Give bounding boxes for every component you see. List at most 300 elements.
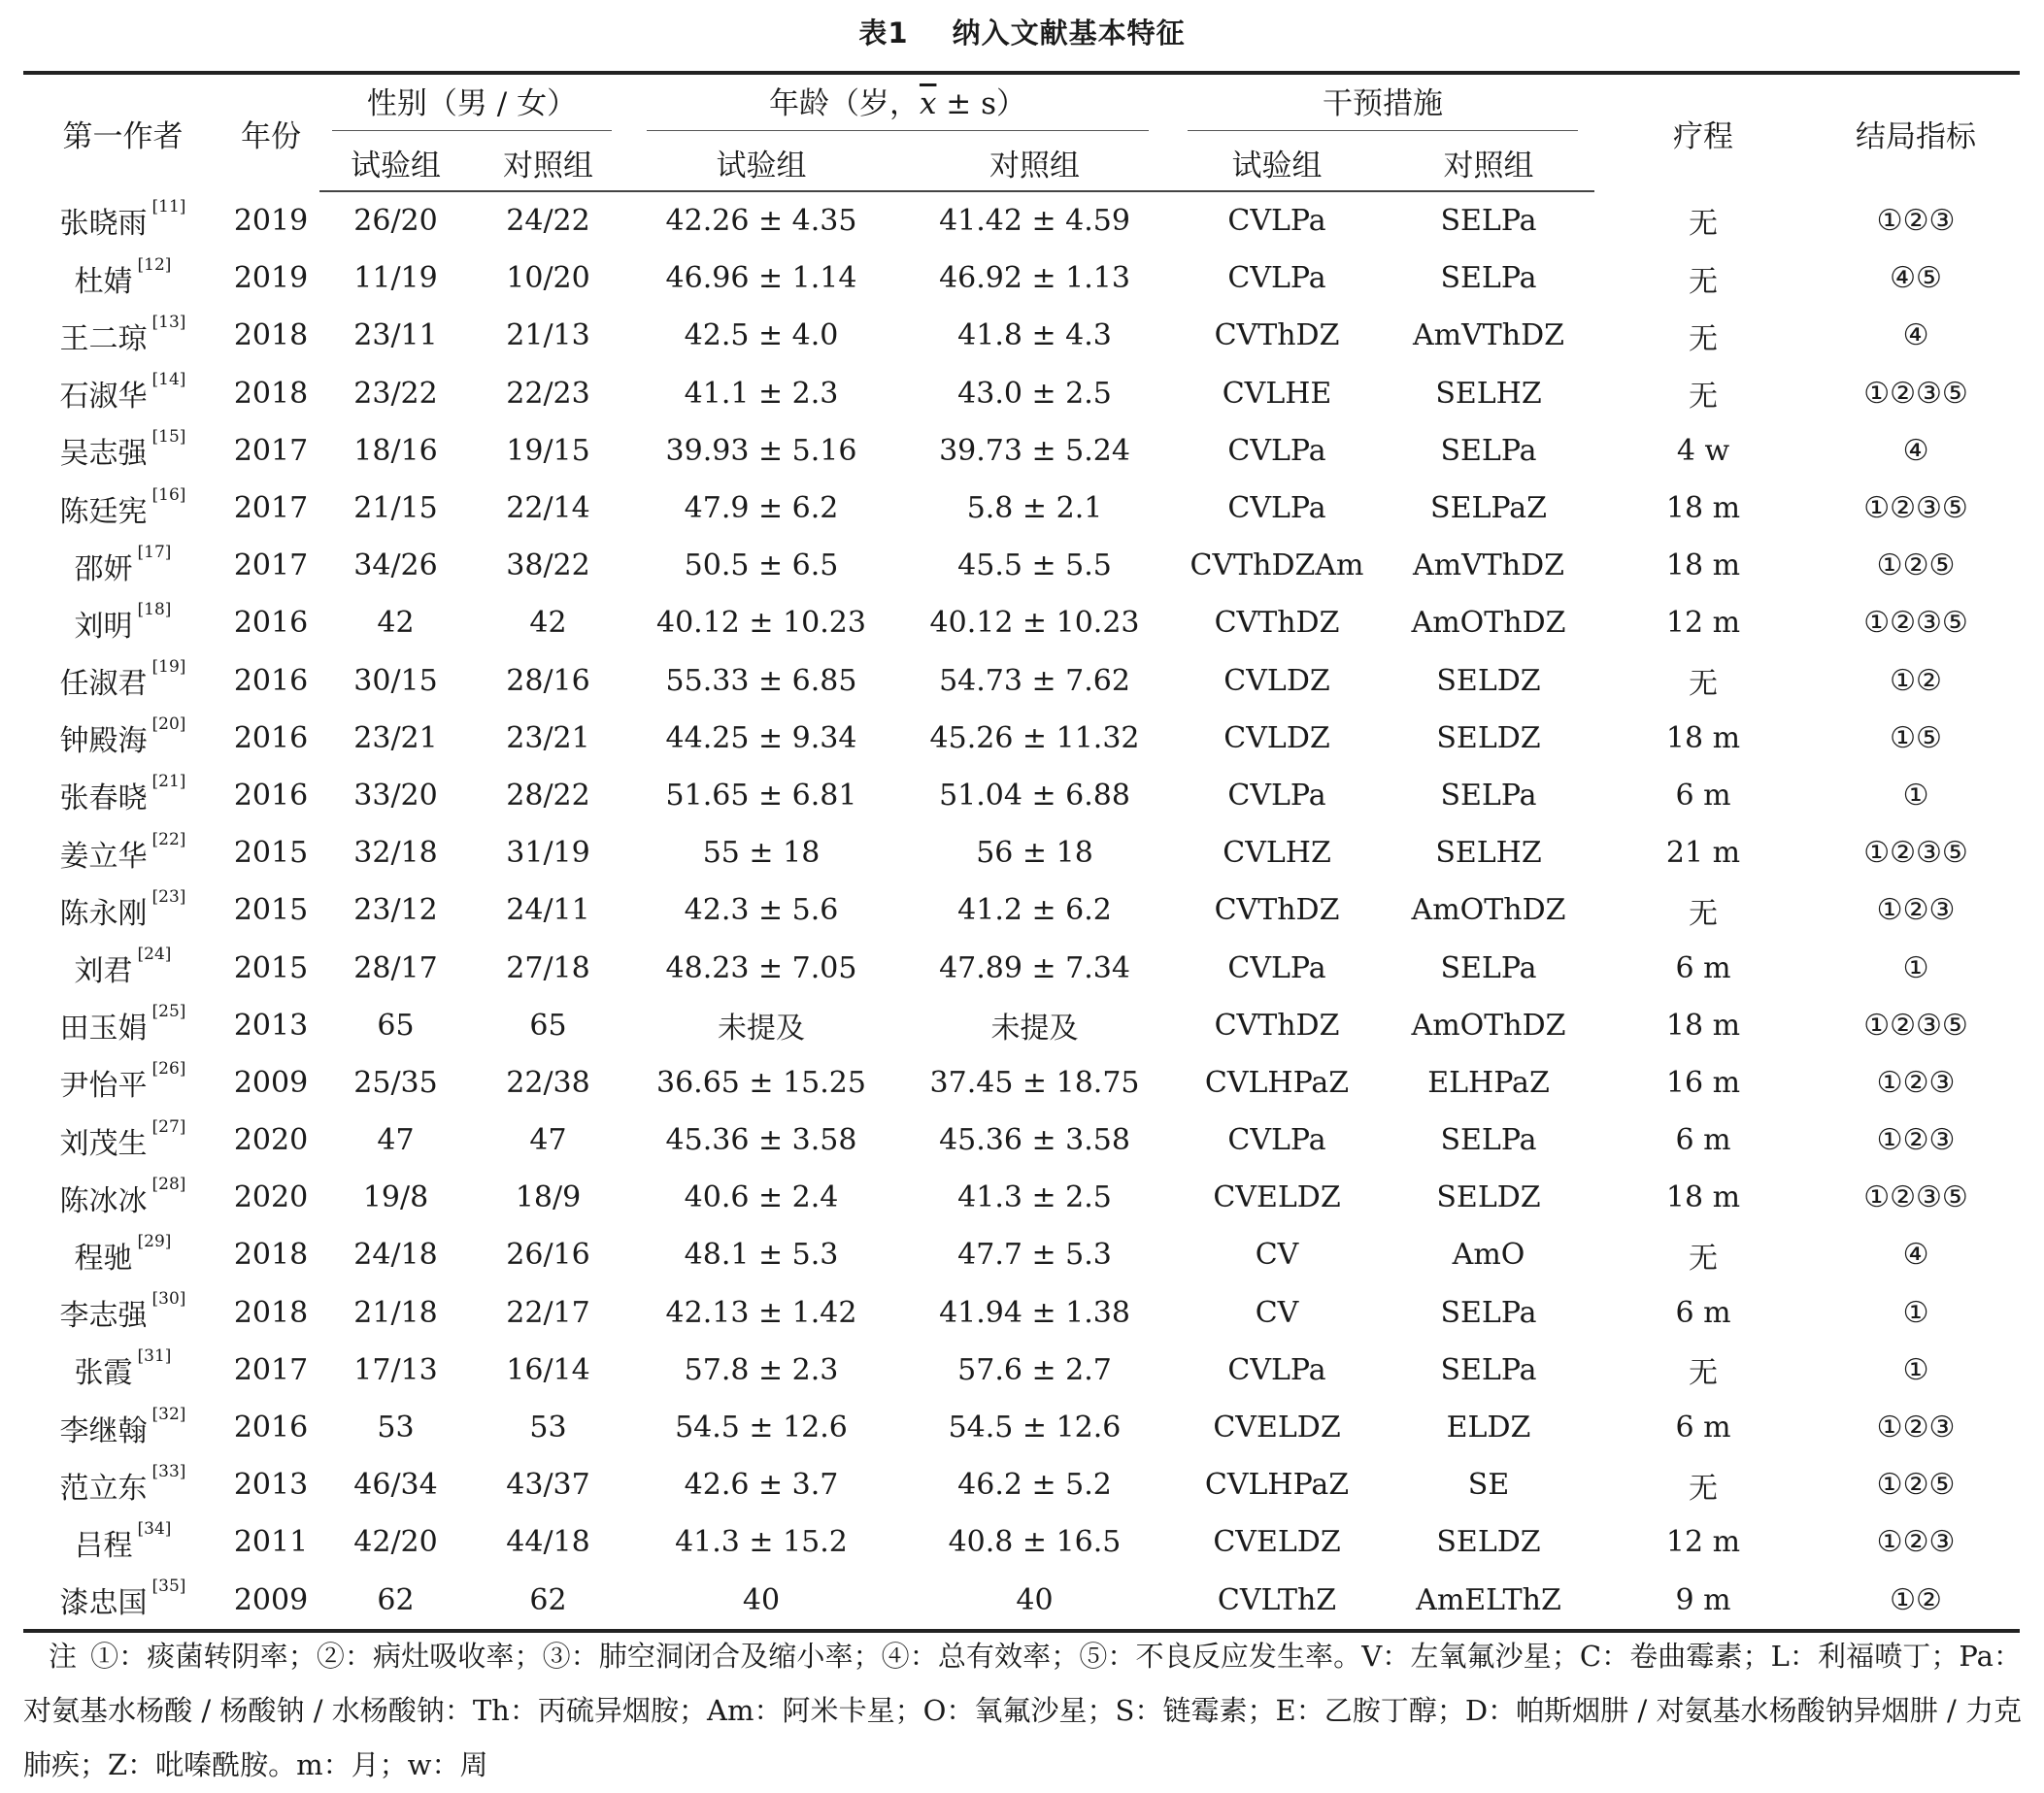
cell-year: 2015	[233, 950, 309, 985]
cell-int-ctl: SELHZ	[1435, 836, 1542, 871]
cell-age-ctl: 37.45 ± 18.75	[929, 1065, 1140, 1100]
cell-age-ctl: 46.92 ± 1.13	[939, 261, 1130, 296]
header-int-ctl: 对照组	[1383, 135, 1594, 191]
table-number: 表1	[858, 17, 909, 50]
reference-number: [27]	[151, 1116, 186, 1137]
author-name: 姜立华	[59, 839, 148, 874]
cell-int-ctl: ELHPaZ	[1427, 1065, 1550, 1100]
cell-int-exp: CVLHPaZ	[1204, 1468, 1350, 1503]
cell-age-ctl: 47.7 ± 5.3	[957, 1238, 1112, 1273]
author-name: 漆忠国	[59, 1586, 148, 1621]
cell-sex-ctl: 53	[529, 1411, 567, 1445]
cell-int-exp: CV	[1255, 1238, 1299, 1273]
cell-course: 无	[1689, 380, 1719, 415]
cell-sex-exp: 11/19	[353, 261, 438, 296]
cell-sex-ctl: 44/18	[506, 1525, 590, 1560]
author-name: 尹怡平	[59, 1069, 148, 1104]
cell-age-exp: 41.1 ± 2.3	[684, 376, 839, 411]
author-name: 邵妍	[74, 551, 133, 586]
cell-int-exp: CVELDZ	[1213, 1525, 1341, 1560]
cell-age-ctl: 39.73 ± 5.24	[939, 433, 1130, 468]
cell-int-ctl: AmOThDZ	[1411, 606, 1566, 641]
reference-number: [26]	[151, 1059, 186, 1079]
cell-age-ctl: 43.0 ± 2.5	[957, 376, 1112, 411]
cell-sex-ctl: 42	[529, 606, 567, 641]
table-row	[23, 1342, 2020, 1399]
header-author: 第一作者	[23, 73, 222, 191]
cell-year: 2018	[233, 376, 309, 411]
cell-int-ctl: SELDZ	[1436, 1525, 1541, 1560]
cell-int-ctl: SELDZ	[1436, 720, 1541, 755]
cell-outcome: ①	[1902, 950, 1929, 985]
cell-age-exp: 44.25 ± 9.34	[665, 720, 857, 755]
author-name: 刘明	[74, 609, 133, 644]
table-row	[23, 422, 2020, 480]
cell-year: 2018	[233, 318, 309, 353]
author-name: 钟殿海	[59, 724, 148, 759]
cell-author	[23, 249, 222, 307]
cell-year: 2017	[233, 548, 309, 583]
cell-year: 2016	[233, 720, 309, 755]
cell-author	[23, 1054, 222, 1112]
cell-age-ctl: 54.73 ± 7.62	[939, 663, 1130, 698]
cell-int-exp: CVLPa	[1227, 950, 1326, 985]
table-body	[23, 191, 2020, 1631]
cell-sex-ctl: 65	[529, 1008, 567, 1043]
cell-sex-exp: 26/20	[353, 204, 438, 239]
cell-sex-exp: 28/17	[353, 950, 438, 985]
cell-sex-exp: 25/35	[353, 1065, 438, 1100]
cell-year: 2016	[233, 663, 309, 698]
cell-course: 6 m	[1675, 1411, 1731, 1445]
header-age-ctl: 对照组	[898, 135, 1171, 191]
cell-outcome: ④⑤	[1890, 261, 1942, 296]
cell-outcome: ①②③	[1876, 893, 1956, 928]
cell-int-exp: CVLPa	[1227, 778, 1326, 813]
cell-age-exp: 54.5 ± 12.6	[675, 1411, 848, 1445]
cell-int-exp: CVThDZ	[1214, 606, 1340, 641]
header-course: 疗程	[1594, 73, 1812, 191]
cell-course: 21 m	[1665, 836, 1741, 871]
cell-outcome: ①②③⑤	[1863, 376, 1968, 411]
reference-number: [30]	[151, 1289, 186, 1310]
cell-age-ctl: 41.42 ± 4.59	[939, 204, 1130, 239]
cell-age-exp: 42.26 ± 4.35	[665, 204, 857, 239]
reference-number: [18]	[137, 599, 172, 619]
author-name: 刘茂生	[59, 1126, 148, 1161]
author-name: 张晓雨	[59, 207, 148, 242]
cell-author	[23, 1572, 222, 1631]
reference-number: [22]	[151, 829, 186, 849]
cell-age-exp: 39.93 ± 5.16	[665, 433, 857, 468]
cell-int-ctl: SE	[1467, 1468, 1510, 1503]
cell-age-exp: 41.3 ± 15.2	[675, 1525, 848, 1560]
author-name: 陈冰冰	[59, 1183, 148, 1218]
cell-sex-exp: 42	[377, 606, 415, 641]
cell-sex-exp: 34/26	[353, 548, 438, 583]
cell-sex-exp: 33/20	[353, 778, 438, 813]
cell-age-ctl: 40.8 ± 16.5	[948, 1525, 1122, 1560]
cell-course: 无	[1689, 896, 1719, 931]
cell-year: 2018	[233, 1238, 309, 1273]
cell-age-exp: 42.13 ± 1.42	[665, 1295, 857, 1330]
author-name: 杜婧	[74, 264, 133, 299]
cell-sex-ctl: 22/14	[506, 491, 590, 526]
author-name: 范立东	[59, 1471, 148, 1506]
cell-sex-exp: 23/21	[353, 720, 438, 755]
cell-course: 16 m	[1665, 1065, 1741, 1100]
cell-sex-ctl: 10/20	[506, 261, 590, 296]
cell-age-ctl: 41.3 ± 2.5	[957, 1180, 1112, 1215]
cell-sex-exp: 19/8	[362, 1180, 429, 1215]
cell-age-exp: 47.9 ± 6.2	[684, 491, 839, 526]
table-row	[23, 191, 2020, 249]
cell-course: 6 m	[1675, 778, 1731, 813]
reference-number: [31]	[137, 1346, 172, 1367]
cell-sex-exp: 21/18	[353, 1295, 438, 1330]
cell-sex-ctl: 28/22	[506, 778, 590, 813]
author-name: 陈永刚	[59, 896, 148, 931]
cell-int-exp: CVLThZ	[1171, 1572, 1383, 1631]
table-note	[23, 1629, 2022, 1792]
reference-number: [29]	[137, 1231, 172, 1251]
cell-sex-ctl: 43/37	[506, 1468, 590, 1503]
cell-year: 2019	[233, 203, 309, 238]
table-row	[23, 1572, 2020, 1631]
cell-outcome: ①②⑤	[1876, 1468, 1956, 1503]
cell-int-exp: CVLPa	[1227, 1352, 1326, 1387]
cell-author	[23, 537, 222, 594]
cell-outcome: ①②	[1812, 1572, 2020, 1631]
cell-age-ctl: 57.6 ± 2.7	[957, 1352, 1112, 1387]
cell-sex-ctl: 22/38	[506, 1065, 590, 1100]
cell-author	[23, 307, 222, 364]
cell-int-exp: CVLPa	[1227, 433, 1326, 468]
cell-author	[23, 1169, 222, 1226]
cell-year: 2016	[233, 606, 309, 641]
cell-author	[23, 365, 222, 422]
cell-sex-exp: 30/15	[353, 663, 438, 698]
cell-outcome: ①②③⑤	[1863, 491, 1968, 526]
author-name: 李志强	[59, 1299, 148, 1334]
cell-outcome: ①②⑤	[1876, 548, 1956, 583]
table-row	[23, 249, 2020, 307]
cell-outcome: ①②③⑤	[1863, 1008, 1968, 1043]
cell-age-ctl: 56 ± 18	[976, 836, 1093, 871]
cell-int-exp: CVThDZ	[1214, 1008, 1340, 1043]
reference-number: [12]	[137, 254, 172, 275]
cell-course: 无	[1689, 264, 1719, 299]
cell-int-exp: CVLHZ	[1223, 836, 1331, 871]
cell-outcome: ①②③	[1876, 1525, 1956, 1560]
cell-age-exp: 40	[624, 1572, 898, 1631]
table-row	[23, 652, 2020, 710]
cell-age-ctl: 未提及	[990, 1012, 1079, 1046]
cell-year: 2011	[233, 1525, 309, 1560]
table-row	[23, 1226, 2020, 1283]
cell-author	[23, 881, 222, 939]
table-row	[23, 881, 2020, 939]
cell-sex-exp: 21/15	[353, 491, 438, 526]
cell-course: 18 m	[1665, 1008, 1741, 1043]
cell-course: 6 m	[1675, 1123, 1731, 1158]
cell-sex-ctl: 38/22	[506, 548, 590, 583]
cell-sex-ctl: 31/19	[506, 836, 590, 871]
reference-number: [33]	[151, 1461, 186, 1481]
cell-course: 6 m	[1675, 950, 1731, 985]
cell-outcome: ①②	[1890, 663, 1942, 698]
author-name: 张霞	[74, 1356, 133, 1391]
cell-age-ctl: 54.5 ± 12.6	[948, 1411, 1122, 1445]
cell-outcome: ①②③⑤	[1863, 606, 1968, 641]
cell-age-exp: 未提及	[718, 1012, 805, 1046]
cell-course: 12 m	[1665, 1525, 1741, 1560]
cell-int-exp: CVThDZ	[1214, 893, 1340, 928]
cell-int-exp: CVLHPaZ	[1204, 1065, 1350, 1100]
cell-int-ctl: AmELThZ	[1383, 1572, 1594, 1631]
cell-int-ctl: SELPaZ	[1430, 491, 1547, 526]
cell-int-exp: CVLPa	[1227, 204, 1326, 239]
reference-number: [32]	[151, 1404, 186, 1424]
cell-int-ctl: SELPa	[1440, 778, 1537, 813]
cell-author	[23, 191, 222, 249]
cell-author	[23, 939, 222, 996]
table-row	[23, 1284, 2020, 1342]
cell-age-exp: 51.65 ± 6.81	[665, 778, 857, 813]
author-name: 吴志强	[59, 437, 148, 472]
table-row	[23, 997, 2020, 1054]
cell-year: 2013	[233, 1008, 309, 1043]
cell-author	[23, 652, 222, 710]
cell-int-ctl: SELPa	[1440, 1123, 1537, 1158]
cell-int-ctl: SELDZ	[1436, 663, 1541, 698]
cell-year: 2015	[233, 893, 309, 928]
cell-outcome: ①	[1902, 1352, 1929, 1387]
reference-number: [19]	[151, 657, 186, 678]
cell-int-ctl: SELHZ	[1435, 376, 1542, 411]
author-name: 任淑君	[59, 667, 148, 702]
cell-int-exp: CVThDZ	[1214, 318, 1340, 353]
cell-int-exp: CVLPa	[1227, 261, 1326, 296]
cell-sex-exp: 23/11	[353, 318, 438, 353]
cell-int-exp: CV	[1255, 1295, 1299, 1330]
cell-course: 无	[1689, 321, 1719, 356]
cell-sex-ctl: 16/14	[506, 1352, 590, 1387]
author-name: 刘君	[74, 954, 133, 989]
reference-number: [35]	[151, 1577, 186, 1597]
cell-int-ctl: SELPa	[1440, 950, 1537, 985]
cell-year: 2016	[233, 778, 309, 813]
cell-int-ctl: AmOThDZ	[1411, 1008, 1566, 1043]
author-name: 田玉娟	[59, 1012, 148, 1046]
cell-year: 2017	[233, 1352, 309, 1387]
cell-int-ctl: AmOThDZ	[1411, 893, 1566, 928]
header-sex-exp: 试验组	[319, 135, 472, 191]
cell-age-exp: 48.1 ± 5.3	[684, 1238, 839, 1273]
cell-age-ctl: 47.89 ± 7.34	[939, 950, 1130, 985]
cell-age-exp: 42.3 ± 5.6	[684, 893, 839, 928]
reference-number: [17]	[137, 542, 172, 562]
cell-age-ctl: 46.2 ± 5.2	[957, 1468, 1112, 1503]
cell-sex-ctl: 26/16	[506, 1238, 590, 1273]
cell-course: 18 m	[1665, 491, 1741, 526]
reference-number: [24]	[137, 945, 172, 965]
cell-age-ctl: 40.12 ± 10.23	[929, 606, 1140, 641]
cell-outcome: ①②③⑤	[1863, 836, 1968, 871]
cell-course: 9 m	[1594, 1572, 1812, 1631]
cell-int-ctl: SELPa	[1440, 261, 1537, 296]
table-row	[23, 710, 2020, 767]
cell-age-exp: 36.65 ± 15.25	[656, 1065, 866, 1100]
cell-sex-ctl: 47	[529, 1123, 567, 1158]
cell-year: 2015	[233, 836, 309, 871]
reference-number: [11]	[151, 197, 186, 217]
reference-number: [14]	[151, 370, 186, 390]
header-sex-ctl: 对照组	[472, 135, 624, 191]
table-row	[23, 1456, 2020, 1513]
header-age-exp: 试验组	[624, 135, 898, 191]
cell-year: 2019	[233, 261, 309, 296]
note-text: ①：痰菌转阴率；②：病灶吸收率；③：肺空洞闭合及缩小率；④：总有效率；⑤：不良反应发生率。V：左氧氟沙星；C：卷曲霉素；L：利福喷丁；Pa：对氨基水杨酸 / 杨酸钠 / 水杨酸钠：Th：丙硫异烟胺；Am：阿米卡星；O：氧氟沙星；S：链霉素；E：乙胺丁醇；D：帕斯烟肼 / 对氨基水杨酸钠异烟肼 / 力克肺疾；Z：吡嗪酰胺。m：月；w：周	[23, 1640, 2022, 1781]
reference-number: [25]	[151, 1002, 186, 1022]
cell-int-exp: CVELDZ	[1213, 1180, 1341, 1215]
note-label: 注	[49, 1640, 78, 1673]
cell-age-ctl: 51.04 ± 6.88	[939, 778, 1130, 813]
cell-sex-exp: 32/18	[353, 836, 438, 871]
author-name: 吕程	[74, 1528, 133, 1563]
cell-author	[23, 767, 222, 824]
cell-sex-exp: 65	[377, 1008, 415, 1043]
reference-number: [13]	[151, 312, 186, 332]
cell-outcome: ①②③	[1876, 1065, 1956, 1100]
cell-age-exp: 50.5 ± 6.5	[684, 548, 839, 583]
literature-table	[23, 71, 2020, 1633]
author-name: 王二琼	[59, 321, 148, 356]
cell-course: 无	[1689, 1356, 1719, 1391]
cell-int-ctl: AmVThDZ	[1413, 318, 1565, 353]
cell-sex-exp: 18/16	[353, 433, 438, 468]
cell-sex-ctl: 24/22	[506, 204, 590, 239]
cell-author	[23, 594, 222, 651]
cell-author	[23, 1226, 222, 1283]
cell-age-exp: 42.6 ± 3.7	[684, 1468, 839, 1503]
cell-int-exp: CVELDZ	[1213, 1411, 1341, 1445]
reference-number: [28]	[151, 1174, 186, 1194]
table-row	[23, 1054, 2020, 1112]
cell-age-exp: 55 ± 18	[702, 836, 821, 871]
cell-age-exp: 48.23 ± 7.05	[665, 950, 857, 985]
cell-int-ctl: SELPa	[1440, 1295, 1537, 1330]
table-row	[23, 537, 2020, 594]
reference-number: [16]	[151, 484, 186, 505]
author-name: 张春晓	[59, 781, 148, 816]
cell-sex-exp: 24/18	[353, 1238, 438, 1273]
cell-author	[23, 1399, 222, 1456]
reference-number: [23]	[151, 886, 186, 907]
cell-int-exp: CVLHE	[1222, 376, 1332, 411]
cell-sex-ctl: 28/16	[506, 663, 590, 698]
cell-year: 2009	[222, 1572, 319, 1631]
reference-number: [20]	[151, 714, 186, 735]
author-name: 陈廷宪	[59, 494, 148, 529]
cell-year: 2017	[233, 491, 309, 526]
header-int-exp: 试验组	[1171, 135, 1383, 191]
cell-outcome: ①⑤	[1890, 720, 1942, 755]
cell-age-ctl: 45.26 ± 11.32	[929, 720, 1140, 755]
cell-author	[23, 480, 222, 537]
cell-age-exp: 40.12 ± 10.23	[656, 606, 866, 641]
cell-author	[23, 824, 222, 881]
cell-year: 2020	[233, 1180, 309, 1215]
cell-age-ctl: 41.8 ± 4.3	[957, 318, 1112, 353]
cell-author	[23, 710, 222, 767]
cell-year: 2018	[233, 1295, 309, 1330]
cell-age-ctl: 40	[898, 1572, 1171, 1631]
header-age: 年龄（岁，$\overline{x} \pm s$）	[624, 73, 1171, 135]
author-name: 李继翰	[59, 1413, 148, 1448]
cell-age-ctl: 41.2 ± 6.2	[957, 893, 1112, 928]
cell-age-ctl: 45.5 ± 5.5	[957, 548, 1112, 583]
cell-sex-ctl: 62	[472, 1572, 624, 1631]
header-outcome: 结局指标	[1812, 73, 2020, 191]
cell-outcome: ①②③	[1876, 203, 1956, 238]
cell-age-exp: 40.6 ± 2.4	[684, 1180, 839, 1215]
header-sex: 性别（男 / 女）	[319, 73, 624, 135]
table-row	[23, 1112, 2020, 1169]
cell-sex-exp: 46/34	[353, 1468, 438, 1503]
cell-outcome: ①②③⑤	[1863, 1180, 1968, 1215]
cell-int-ctl: AmO	[1452, 1238, 1525, 1273]
reference-number: [34]	[137, 1518, 172, 1539]
cell-sex-ctl: 24/11	[506, 893, 590, 928]
cell-course: 无	[1689, 667, 1719, 702]
cell-sex-ctl: 23/21	[506, 720, 590, 755]
cell-course: 18 m	[1665, 720, 1741, 755]
cell-outcome: ①	[1902, 778, 1929, 813]
table-title: 纳入文献基本特征	[952, 17, 1186, 50]
cell-int-exp: CVLDZ	[1223, 720, 1330, 755]
cell-sex-ctl: 18/9	[515, 1180, 582, 1215]
cell-author	[23, 422, 222, 480]
table-row	[23, 1399, 2020, 1456]
cell-sex-exp: 17/13	[353, 1352, 438, 1387]
cell-int-ctl: SELPa	[1440, 1352, 1537, 1387]
cell-author	[23, 1513, 222, 1571]
table-row	[23, 480, 2020, 537]
cell-age-exp: 42.5 ± 4.0	[684, 318, 839, 353]
cell-sex-exp: 62	[319, 1572, 472, 1631]
cell-age-exp: 46.96 ± 1.14	[665, 261, 857, 296]
cell-course: 12 m	[1665, 606, 1741, 641]
cell-int-exp: CVLPa	[1227, 491, 1326, 526]
header-intervention: 干预措施	[1171, 73, 1594, 135]
cell-course: 无	[1689, 207, 1719, 242]
cell-int-ctl: SELPa	[1440, 204, 1537, 239]
cell-outcome: ④	[1902, 433, 1929, 468]
cell-int-ctl: SELDZ	[1436, 1180, 1541, 1215]
table-row	[23, 824, 2020, 881]
table-row	[23, 594, 2020, 651]
cell-int-exp: CVLDZ	[1223, 663, 1330, 698]
cell-sex-exp: 42/20	[353, 1525, 438, 1560]
cell-age-ctl: 41.94 ± 1.38	[939, 1295, 1130, 1330]
cell-outcome: ④	[1902, 318, 1929, 353]
cell-int-ctl: AmVThDZ	[1413, 548, 1565, 583]
cell-sex-ctl: 21/13	[506, 318, 590, 353]
cell-course: 4 w	[1676, 433, 1730, 468]
author-name: 程驰	[74, 1241, 133, 1276]
cell-outcome: ①	[1902, 1295, 1929, 1330]
